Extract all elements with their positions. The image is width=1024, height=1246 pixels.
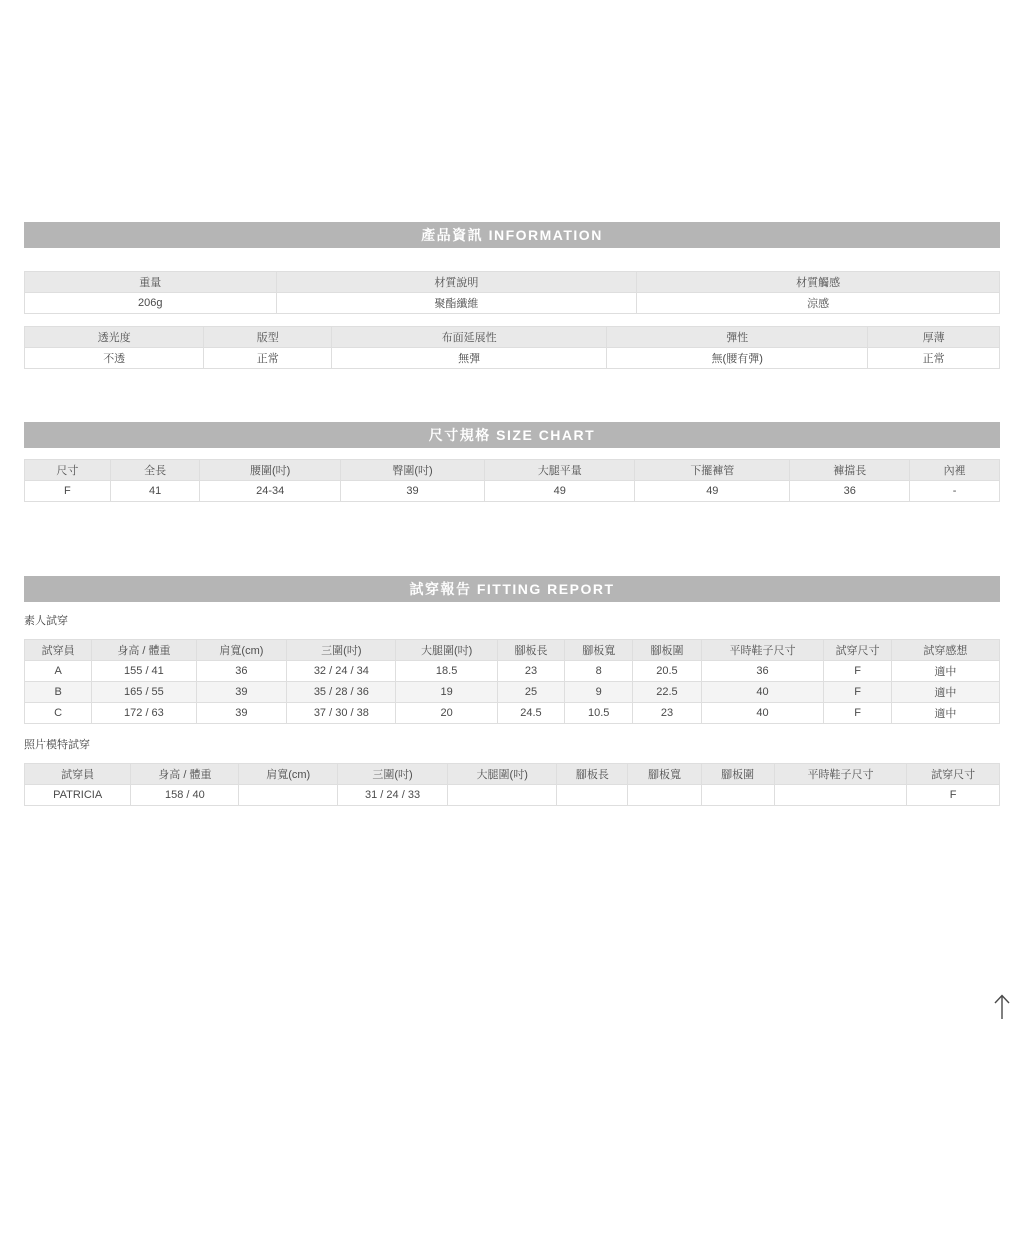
column-header: 尺寸 — [25, 460, 111, 481]
table-cell: 39 — [196, 703, 287, 724]
table-cell: 20.5 — [633, 661, 701, 682]
column-header: 材質說明 — [276, 272, 637, 293]
column-header: 身高 / 體重 — [92, 640, 196, 661]
table-cell: 49 — [635, 481, 790, 502]
table-row — [25, 682, 1000, 703]
table-cell — [239, 785, 337, 806]
table-cell: F — [25, 481, 111, 502]
table-cell: 適中 — [891, 703, 999, 724]
table-cell: 不透 — [25, 348, 204, 369]
table-cell: 適中 — [891, 661, 999, 682]
table-cell: 24.5 — [497, 703, 564, 724]
column-header: 版型 — [204, 327, 332, 348]
table-row — [25, 481, 1000, 502]
column-header: 平時鞋子尺寸 — [701, 640, 824, 661]
table-cell: 無彈 — [332, 348, 607, 369]
civilian-fitting-table — [24, 639, 1000, 724]
column-header: 大腿平量 — [485, 460, 635, 481]
table-cell: 22.5 — [633, 682, 701, 703]
table-cell: 37 / 30 / 38 — [287, 703, 396, 724]
table-cell: 36 — [790, 481, 910, 502]
column-header: 透光度 — [25, 327, 204, 348]
table-cell: 19 — [396, 682, 497, 703]
model-fitting-table — [24, 763, 1000, 806]
column-header: 肩寬(cm) — [239, 764, 337, 785]
column-header: 試穿尺寸 — [824, 640, 891, 661]
table-cell: 25 — [497, 682, 564, 703]
column-header: 腳板圍 — [701, 764, 774, 785]
table-row — [25, 661, 1000, 682]
table-cell: 40 — [701, 682, 824, 703]
column-header: 大腿圍(吋) — [448, 764, 557, 785]
up-arrow-icon — [991, 991, 1013, 1021]
table-header-row — [25, 764, 1000, 785]
product-detail-page — [0, 222, 1024, 806]
column-header: 試穿尺寸 — [907, 764, 1000, 785]
table-cell: - — [910, 481, 1000, 502]
table-cell: 涼感 — [637, 293, 1000, 314]
table-cell: F — [824, 682, 891, 703]
table-cell: 正常 — [204, 348, 332, 369]
column-header: 腳板圍 — [633, 640, 701, 661]
product-info-table-1 — [24, 271, 1000, 314]
column-header: 腳板長 — [557, 764, 628, 785]
table-cell: PATRICIA — [25, 785, 131, 806]
column-header: 身高 / 體重 — [131, 764, 239, 785]
table-row — [25, 785, 1000, 806]
table-header-row — [25, 272, 1000, 293]
column-header: 重量 — [25, 272, 277, 293]
table-cell: 36 — [196, 661, 287, 682]
table-cell: A — [25, 661, 92, 682]
table-cell — [448, 785, 557, 806]
table-cell: 172 / 63 — [92, 703, 196, 724]
table-cell: C — [25, 703, 92, 724]
table-cell: 36 — [701, 661, 824, 682]
table-cell: 聚酯纖維 — [276, 293, 637, 314]
table-cell: 40 — [701, 703, 824, 724]
section-header-information: 產品資訊 INFORMATION — [24, 222, 1000, 248]
product-info-table-2 — [24, 326, 1000, 369]
table-cell: 35 / 28 / 36 — [287, 682, 396, 703]
table-cell: 9 — [565, 682, 633, 703]
column-header: 腰圍(吋) — [200, 460, 340, 481]
column-header: 肩寬(cm) — [196, 640, 287, 661]
table-header-row — [25, 640, 1000, 661]
column-header: 腳板寬 — [565, 640, 633, 661]
table-cell: 8 — [565, 661, 633, 682]
table-cell: 41 — [110, 481, 200, 502]
column-header: 下擺褲管 — [635, 460, 790, 481]
table-cell: 155 / 41 — [92, 661, 196, 682]
column-header: 腳板寬 — [628, 764, 701, 785]
table-cell: B — [25, 682, 92, 703]
column-header: 內裡 — [910, 460, 1000, 481]
table-cell: 24-34 — [200, 481, 340, 502]
table-cell: 23 — [497, 661, 564, 682]
table-cell: 32 / 24 / 34 — [287, 661, 396, 682]
table-cell — [701, 785, 774, 806]
column-header: 臀圍(吋) — [340, 460, 484, 481]
civilian-fitting-label: 素人試穿 — [24, 615, 68, 627]
section-header-fitting-report: 試穿報告 FITTING REPORT — [24, 576, 1000, 602]
table-cell — [774, 785, 907, 806]
column-header: 褲擋長 — [790, 460, 910, 481]
table-cell — [628, 785, 701, 806]
column-header: 大腿圍(吋) — [396, 640, 497, 661]
column-header: 試穿感想 — [891, 640, 999, 661]
table-cell: F — [824, 661, 891, 682]
table-row — [25, 703, 1000, 724]
table-cell: 適中 — [891, 682, 999, 703]
column-header: 腳板長 — [497, 640, 564, 661]
column-header: 三圍(吋) — [287, 640, 396, 661]
column-header: 彈性 — [607, 327, 868, 348]
column-header: 三圍(吋) — [337, 764, 447, 785]
table-cell: 49 — [485, 481, 635, 502]
table-cell: 23 — [633, 703, 701, 724]
table-cell: F — [907, 785, 1000, 806]
table-cell: 39 — [196, 682, 287, 703]
table-cell: F — [824, 703, 891, 724]
table-cell: 18.5 — [396, 661, 497, 682]
size-chart-table — [24, 459, 1000, 502]
section-header-size-chart: 尺寸規格 SIZE CHART — [24, 422, 1000, 448]
table-cell: 20 — [396, 703, 497, 724]
column-header: 全長 — [110, 460, 200, 481]
table-cell: 206g — [25, 293, 277, 314]
column-header: 材質觸感 — [637, 272, 1000, 293]
table-cell: 無(腰有彈) — [607, 348, 868, 369]
column-header: 試穿員 — [25, 764, 131, 785]
table-cell: 165 / 55 — [92, 682, 196, 703]
column-header: 厚薄 — [868, 327, 1000, 348]
table-header-row — [25, 327, 1000, 348]
table-cell: 正常 — [868, 348, 1000, 369]
column-header: 布面延展性 — [332, 327, 607, 348]
table-row — [25, 348, 1000, 369]
table-cell: 39 — [340, 481, 484, 502]
column-header: 試穿員 — [25, 640, 92, 661]
table-cell: 158 / 40 — [131, 785, 239, 806]
table-header-row — [25, 460, 1000, 481]
column-header: 平時鞋子尺寸 — [774, 764, 907, 785]
table-cell — [557, 785, 628, 806]
back-to-top-button[interactable] — [985, 984, 1024, 1028]
model-fitting-label: 照片模特試穿 — [24, 739, 90, 751]
table-cell: 31 / 24 / 33 — [337, 785, 447, 806]
table-cell: 10.5 — [565, 703, 633, 724]
table-row — [25, 293, 1000, 314]
